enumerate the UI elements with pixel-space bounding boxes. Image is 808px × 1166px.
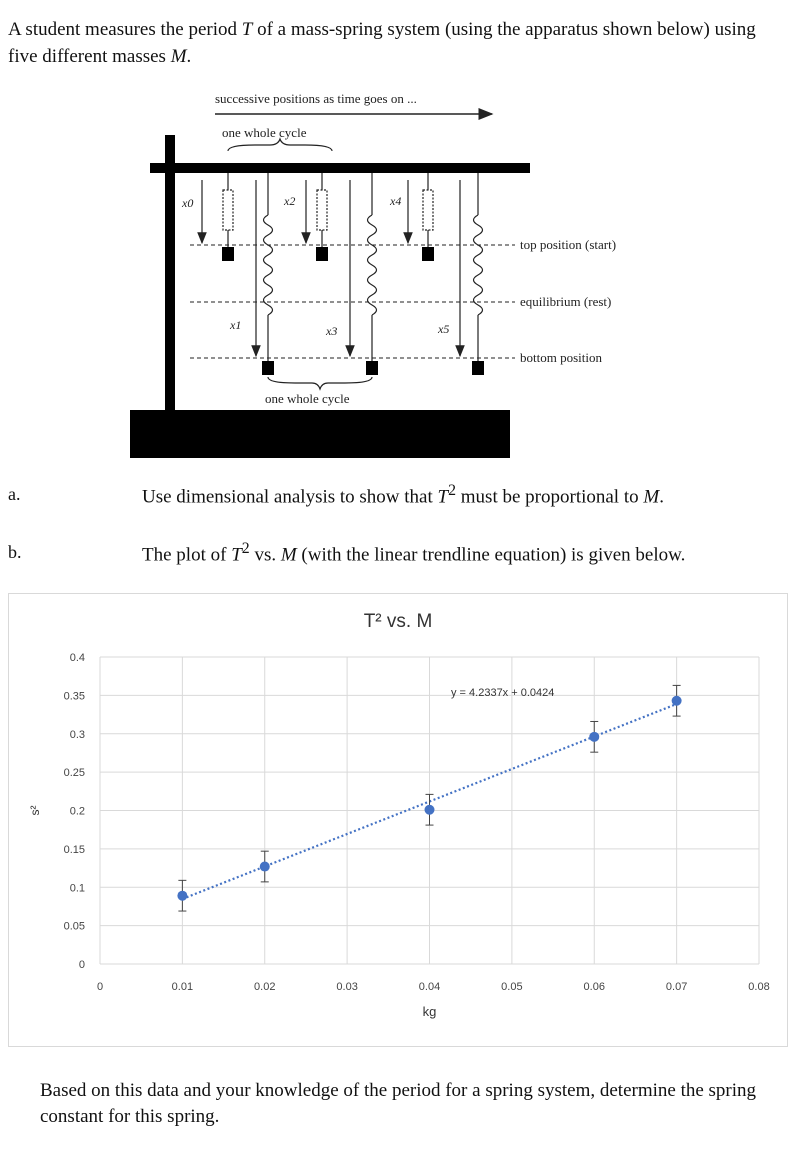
label-x3: x3 [326, 324, 338, 338]
label-x4: x4 [390, 194, 402, 208]
spring-top-3 [422, 173, 434, 261]
label-x1: x1 [230, 318, 242, 332]
chart-frame [8, 593, 788, 1047]
data-point [589, 732, 599, 742]
q-b-T: T [231, 544, 242, 566]
question-b-label: b. [8, 542, 22, 562]
q-b-mid: vs. [249, 544, 281, 566]
label-equilibrium: equilibrium (rest) [520, 294, 612, 309]
x-tick-label: 0.04 [418, 981, 441, 993]
q-a-T: T [437, 486, 449, 508]
question-a-label: a. [8, 484, 21, 504]
problem-final-question: Based on this data and your knowledge of the period for a spring system, determine the spring constant for this spring. [40, 1080, 757, 1127]
label-x0: x0 [182, 196, 194, 210]
y-tick-label: 0.25 [63, 767, 85, 780]
q-a-mid: must be proportional to [456, 486, 644, 508]
x-tick-label: 0.08 [748, 981, 770, 993]
label-top-position: top position (start) [520, 237, 617, 252]
bottom-cycle-brace [268, 377, 372, 389]
intro-text-3: . [186, 46, 192, 67]
variable-M: M [170, 46, 187, 67]
x-tick-label: 0 [96, 981, 104, 993]
y-tick-label: 0.4 [69, 652, 85, 664]
intro-text-1: A student measures the period [8, 19, 242, 40]
data-point [260, 862, 270, 872]
x-tick-label: 0.03 [336, 981, 358, 993]
data-point [425, 805, 435, 815]
data-point [177, 891, 187, 901]
trendline-equation: y = 4.2337x + 0.0424 [451, 687, 555, 699]
diagram-top-cycle-label: one whole cycle [222, 125, 307, 140]
top-cycle-brace [228, 139, 332, 151]
y-tick-label: 0.2 [69, 805, 85, 818]
label-x5: x5 [438, 322, 450, 336]
q-a-sup: 2 [448, 482, 457, 499]
variable-T: T [241, 19, 253, 40]
stand-top-bar [150, 163, 530, 173]
x-tick-label: 0.02 [254, 981, 276, 993]
q-b-sup: 2 [241, 540, 250, 557]
q-b-pre: The plot of [142, 544, 232, 566]
question-b-text [142, 540, 685, 566]
intro-text-2: of a mass-spring system (using the apparatus shown below) using five different masses [8, 19, 756, 67]
data-point [672, 696, 682, 706]
y-tick-label: 0.15 [63, 843, 85, 856]
q-a-pre: Use dimensional analysis to show that [142, 486, 438, 508]
y-tick-label: 0.05 [63, 920, 85, 933]
problem-intro [8, 16, 788, 70]
y-tick-label: 0.1 [69, 882, 85, 895]
chart-title: T² vs. M [363, 611, 433, 632]
y-tick-label: 0 [78, 959, 85, 971]
x-tick-label: 0.05 [501, 981, 523, 993]
stand-base [130, 410, 510, 458]
q-b-M: M [280, 544, 297, 566]
apparatus-diagram [120, 85, 680, 465]
diagram-bottom-cycle-label: one whole cycle [265, 391, 350, 406]
spring-bottom-3 [472, 173, 484, 375]
y-tick-label: 0.35 [63, 690, 85, 703]
x-axis-label: kg [422, 1004, 437, 1019]
q-a-post: . [659, 486, 664, 508]
y-tick-label: 0.3 [69, 728, 85, 741]
stand-pole [165, 135, 175, 412]
x-tick-label: 0.06 [583, 981, 605, 993]
x-tick-label: 0.01 [171, 981, 194, 993]
question-a-text [142, 482, 664, 508]
label-bottom-position: bottom position [520, 350, 602, 365]
y-axis-label: s² [28, 805, 42, 816]
spring-bottom-1 [262, 173, 274, 375]
label-x2: x2 [284, 194, 296, 208]
x-tick-label: 0.07 [665, 981, 688, 993]
spring-bottom-2 [366, 173, 378, 375]
diagram-top-caption: successive positions as time goes on ... [215, 91, 417, 106]
spring-top-2 [316, 173, 328, 261]
q-b-post: (with the linear trendline equation) is given below. [296, 544, 686, 566]
t2-vs-m-chart [9, 594, 787, 1046]
spring-top-1 [222, 173, 234, 261]
q-a-M: M [643, 486, 660, 508]
